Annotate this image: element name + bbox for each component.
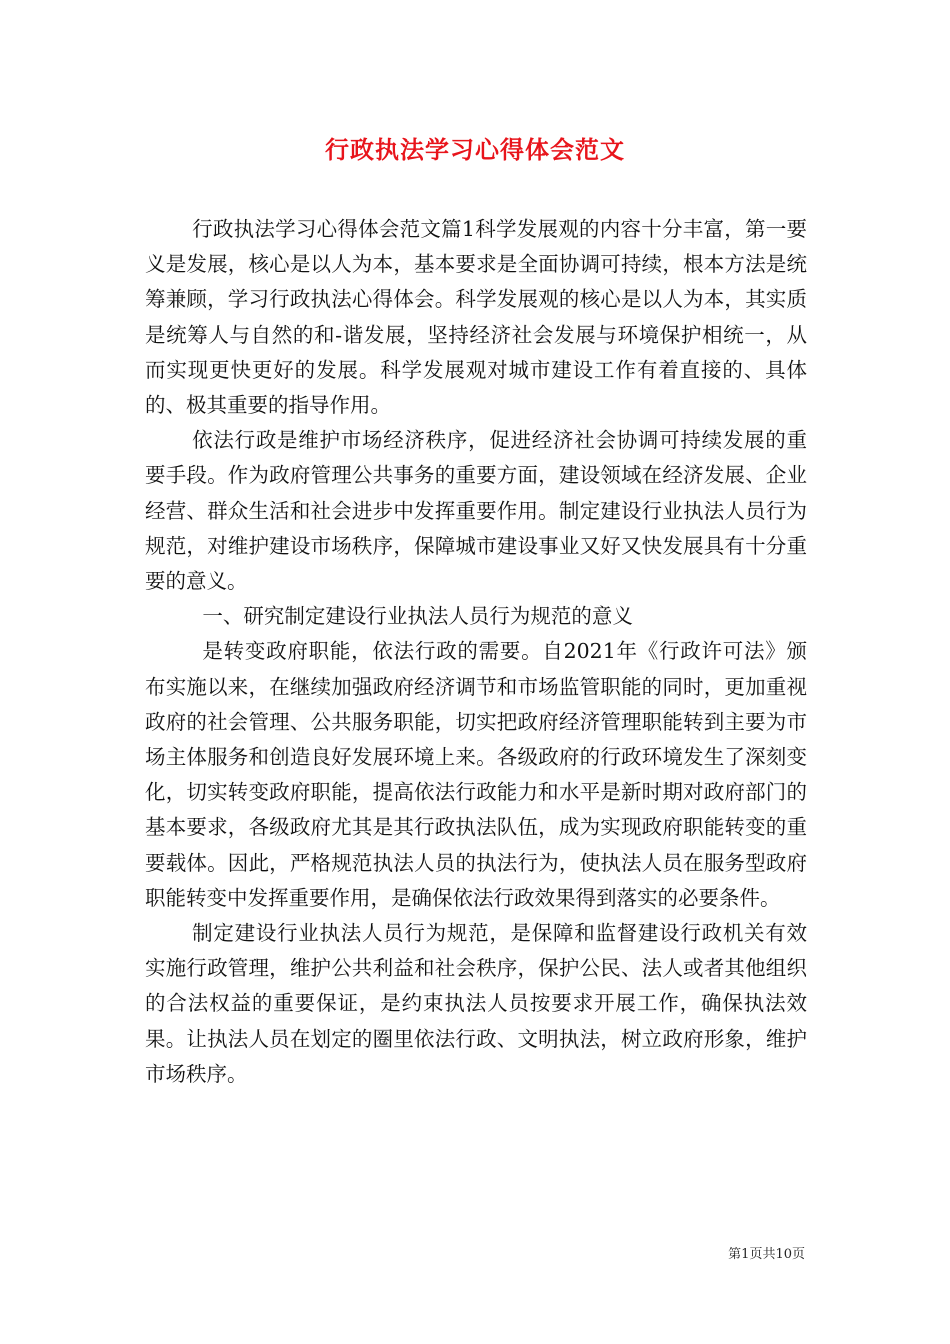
paragraph-4: 制定建设行业执法人员行为规范，是保障和监督建设行政机关有效实施行政管理，维护公共利益和社会秩序，保护公民、法人或者其他组织的合法权益的重要保证，是约束执法人员按要求开展工作，确保执法效果。让执法人员在划定的圈里依法行政、文明执法，树立政府形象，维护市场秩序。 xyxy=(145,921,807,1086)
page-number: 第1页共10页 xyxy=(728,1247,805,1262)
paragraph-3: 是转变政府职能，依法行政的需要。自2021年《行政许可法》颁布实施以来，在继续加强政府经济调节和市场监管职能的同时，更加重视政府的社会管理、公共服务职能，切实把政府经济管理职能转到主要为市场主体服务和创造良好发展环境上来。各级政府的行政环境发生了深刻变化，切实转变政府职能，提高依法行政能力和水平是新时期对政府部门的基本要求，各级政府尤其是其行政执法队伍，成为实现政府职能转变的重要载体。因此，严格规范执法人员的执法行为，使执法人员在服务型政府职能转变中发挥重要作用，是确保依法行政效果得到落实的必要条件。 xyxy=(145,639,807,910)
document-title: 行政执法学习心得体会范文 xyxy=(325,135,625,164)
paragraph-2: 依法行政是维护市场经济秩序，促进经济社会协调可持续发展的重要手段。作为政府管理公共事务的重要方面，建设领域在经济发展、企业经营、群众生活和社会进步中发挥重要作用。制定建设行业执法人员行为规范，对维护建设市场秩序，保障城市建设事业又好又快发展具有十分重要的意义。 xyxy=(145,428,807,594)
section-heading: 一、研究制定建设行业执法人员行为规范的意义 xyxy=(202,604,633,629)
paragraph-1: 行政执法学习心得体会范文篇1科学发展观的内容十分丰富，第一要义是发展，核心是以人为本，基本要求是全面协调可持续，根本方法是统筹兼顾，学习行政执法心得体会。科学发展观的核心是以人为本，其实质是统筹人与自然的和-谐发展，坚持经济社会发展与环境保护相统一，从而实现更快更好的发展。科学发展观对城市建设工作有着直接的、具体的、极其重要的指导作用。 xyxy=(145,217,807,418)
document-body xyxy=(145,212,807,1092)
